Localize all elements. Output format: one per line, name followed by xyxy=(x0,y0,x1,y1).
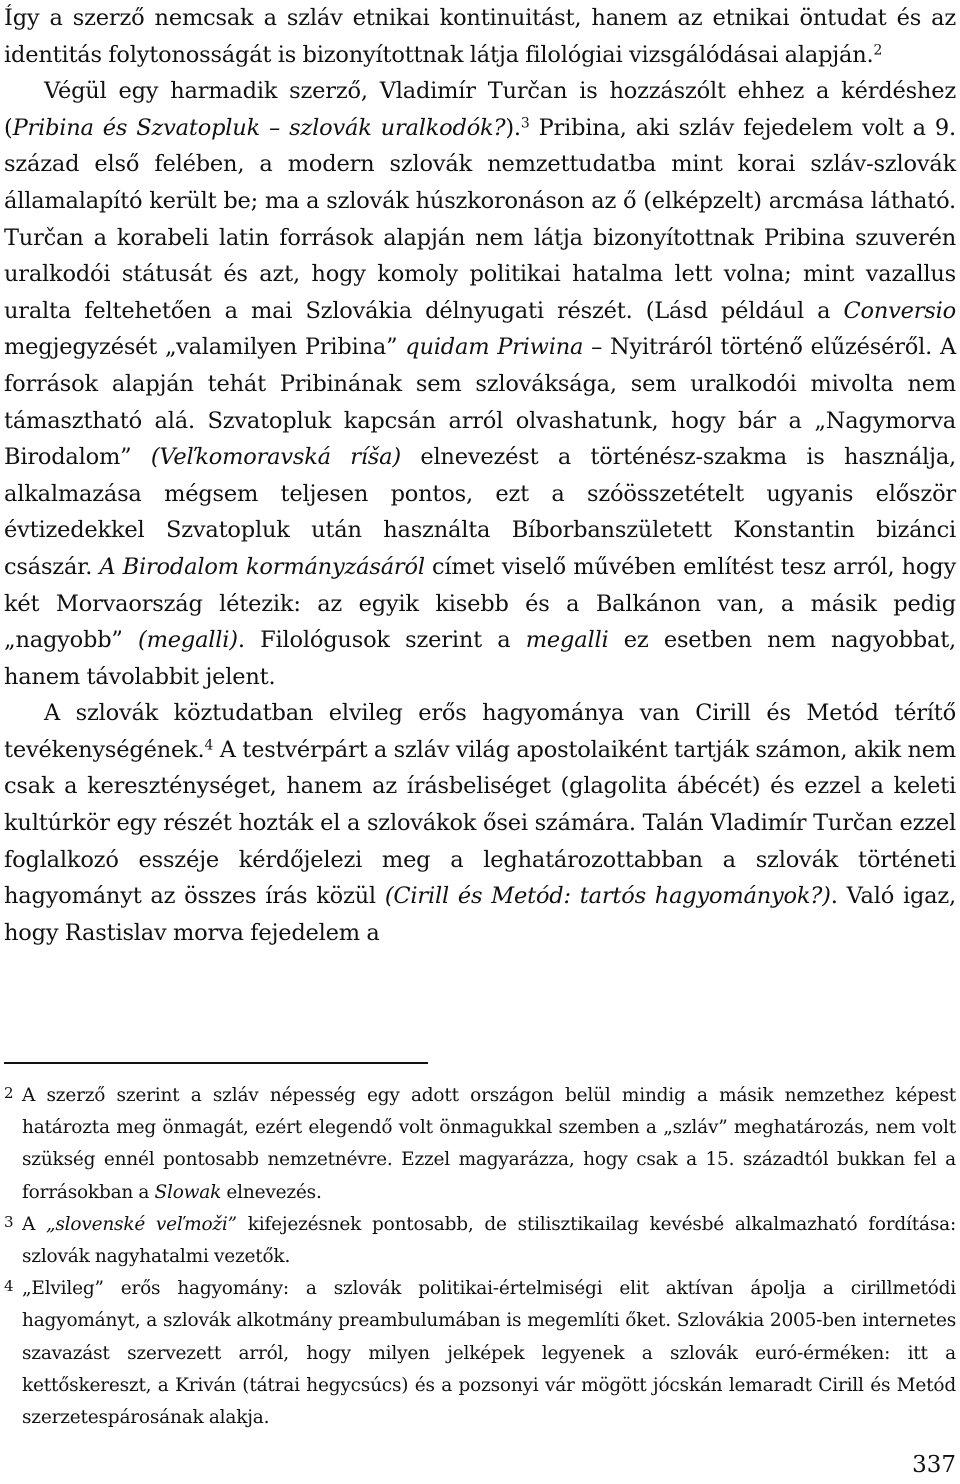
footnote-number: 4 xyxy=(4,1277,14,1296)
footnote-ref-4: 4 xyxy=(204,737,214,754)
text-run: megjegyzését „valamilyen Pribina” xyxy=(4,334,406,361)
text-run: kifejezésnek pontosabb, de stilisztikailag kevésbé alkalmazható fordítása: szlovák nagyhatalmi vezetők. xyxy=(22,1213,956,1268)
text-run: ez esetben nem nagyobbat, hanem távolabbit jelent. xyxy=(4,627,956,690)
text-run: . Való igaz, hogy Rastislav morva fejedelem a xyxy=(4,883,956,946)
text-run: A xyxy=(22,1213,46,1235)
text-run: – Nyitráról történő elűzéséről. A források alapján tehát Pribinának sem szlováksága, sem uralkodói mivolta nem támasztható alá. Szvatopluk kapcsán arról olvashatunk, hogy bár a „Nagymorva Birodalom” xyxy=(4,334,957,471)
text-run: Végül egy harmadik szerző, Vladimír Turčan is hozzászólt ehhez a kérdéshez ( xyxy=(4,78,956,141)
text-run: ). xyxy=(505,114,521,141)
italic-term: (megalli) xyxy=(138,627,238,654)
italic-term: Slowak xyxy=(154,1181,222,1203)
italic-title: Pribina és Szvatopluk – szlovák uralkodók? xyxy=(12,114,506,141)
paragraph-3 xyxy=(4,695,956,951)
text-run: Pribina, aki szláv fejedelem volt a 9. század első felében, a modern szlovák nemzettudatba mint korai szláv-szlovák államalapító került be; ma a szlovák húszkoronáson az ő (elképzelt) arcmása látható. Turčan a korabeli latin források alapján nem látja bizonyítottnak Pribina szuverén uralkodói státusát és azt, hogy komoly politikai hatalma lett volna; mint vazallus uralta feltehetően a mai Szlovákia délnyugati részét. (Lásd például a xyxy=(4,114,956,324)
text-run: Így a szerző nemcsak a szláv etnikai kontinuitást, hanem az etnikai öntudat és az identitás folytonosságát is bizonyítottnak látja filológiai vizsgálódásai alapján. xyxy=(4,5,956,68)
footnote-number: 2 xyxy=(4,1084,14,1102)
italic-term: Conversio xyxy=(843,297,956,324)
text-run: elnevezést a történész-szakma is használja, alkalmazása mégsem teljesen pontos, ezt a szóösszetételt ugyanis először évtizedekkel Szvatopluk után használta Bíborbanszületett Konstantin bizánci császár. xyxy=(4,444,956,580)
paragraph-1 xyxy=(4,0,956,73)
italic-term: megalli xyxy=(525,627,609,654)
italic-title: A Birodalom kormányzásáról xyxy=(99,553,425,580)
italic-term: „slovenské veľmoži” xyxy=(45,1213,237,1235)
italic-title: (Cirill és Metód: tartós hagyományok?) xyxy=(384,883,831,910)
footnote-ref-3: 3 xyxy=(520,115,530,132)
footnote-divider xyxy=(4,1062,428,1064)
text-run: elnevezés. xyxy=(221,1181,322,1203)
paragraph-2 xyxy=(4,73,956,695)
main-text xyxy=(4,0,956,951)
italic-term: quidam Priwina xyxy=(405,334,584,361)
footnotes xyxy=(4,1080,956,1434)
footnote-ref-2: 2 xyxy=(873,41,883,58)
text-run: „Elvileg” erős hagyomány: a szlovák politikai-értelmiségi elit aktívan ápolja a cirillmetódi hagyományt, a szlovák alkotmány preambulumában is megemlíti őket. Szlovákia 2005-ben internetes szavazást szervezett arról, hogy milyen jelképek legyenek a szlovák euró-érméken: itt a kettőskereszt, a Kriván (tátrai hegycsúcs) és a pozsonyi vár mögött jócskán lemaradt Cirill és Metód szerzetespárosának alakja. xyxy=(22,1278,956,1429)
text-run: . Filológusok szerint a xyxy=(237,627,526,654)
text-run: A szerző szerint a szláv népesség egy adott országon belül mindig a másik nemzethez képest határozta meg önmagát, ezért elegendő volt önmagukkal szemben a „szláv” meghatározás, nem volt szükség ennél pontosabb nemzetnévre. Ezzel magyarázza, hogy csak a 15. századtól bukkan fel a forrásokban a xyxy=(22,1085,956,1203)
italic-term: (Veľkomoravská ríša) xyxy=(150,444,401,471)
text-run: A szlovák köztudatban elvileg erős hagyománya van Cirill és Metód térítő tevékenységének. xyxy=(4,700,956,763)
footnote-number: 3 xyxy=(4,1212,14,1231)
footnote-4 xyxy=(4,1273,956,1434)
text-run: A testvérpárt a szláv világ apostolaiként tartják számon, akik nem csak a kereszténységet, hanem az írásbeliséget (glagolita ábécét) és ezzel a keleti kultúrkör egy részét hozták el a szlovákok ősei számára. Talán Vladimír Turčan ezzel foglalkozó esszéje kérdőjelezi meg a leghatározottabban a szlovák történeti hagyományt az összes írás közül xyxy=(4,736,956,910)
text-run: címet viselő művében említést tesz arról, hogy két Morvaország létezik: az egyik kisebb és a Balkánon van, a másik pedig „nagyobb” xyxy=(4,553,956,654)
footnote-2 xyxy=(4,1080,956,1209)
footnote-3 xyxy=(4,1209,956,1273)
page-number: 337 xyxy=(912,1452,956,1478)
